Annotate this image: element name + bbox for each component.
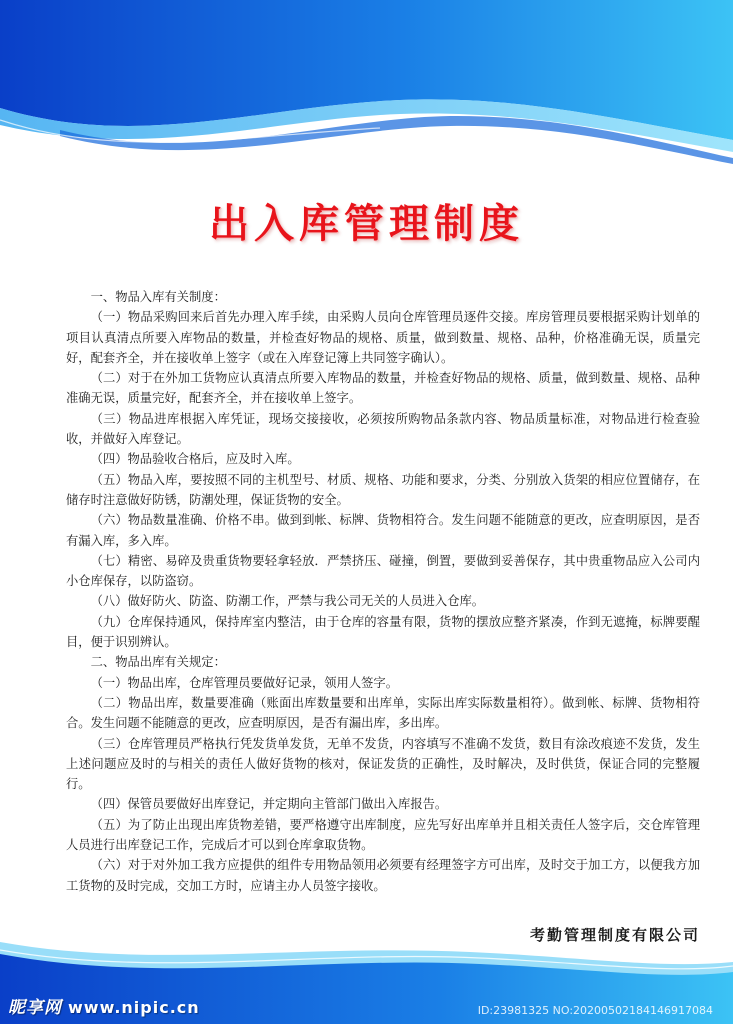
paragraph: （三）物品进库根据入库凭证，现场交接接收，必须按所购物品条款内容、物品质量标准，对物品进行检查验收，并做好入库登记。	[66, 411, 700, 447]
paragraph: （六）对于对外加工我方应提供的组件专用物品领用必须要有经理签字方可出库，及时交于加工方，以便我方加工货物的及时完成，交加工方时，应请主办人员签字接收。	[66, 858, 700, 893]
company-name: 考勤管理制度有限公司	[529, 926, 700, 944]
paragraph: （二）物品出库，数量要准确（账面出库数量要和出库单，实际出库实际数量相符）。做到帐、标牌、货物相符合。发生问题不能随意的更改，应查明原因，是否有漏出库，多出库。	[66, 695, 700, 731]
watermark-logo	[8, 993, 200, 1018]
paragraph: （九）仓库保持通风，保持库室内整洁，由于仓库的容量有限，货物的摆放应整齐紧凑，作到无遮掩，标牌要醒目，便于识别辨认。	[66, 614, 700, 650]
section-heading-inbound: 一、物品入库有关制度：	[90, 290, 226, 304]
paragraph: （三）仓库管理员严格执行凭发货单发货，无单不发货，内容填写不准确不发货，数目有涂改痕迹不发货，发生上述问题应及时的与相关的责任人做好货物的核对，保证发货的正确性，及时解决，及时供货，保证合同的完整履行。	[66, 736, 700, 792]
paragraph: （六）物品数量准确、价格不串。做到到帐、标牌、货物相符合。发生问题不能随意的更改，应查明原因，是否有漏入库，多入库。	[66, 513, 700, 548]
watermark-site: www.nipic.cn	[68, 998, 200, 1017]
page-title: 出入库管理制度	[209, 201, 524, 247]
watermark-image-id: ID:23981325 NO:20200502184146917084	[477, 1004, 713, 1017]
paragraph: （四）保管员要做好出库登记，并定期向主管部门做出入库报告。	[90, 797, 448, 812]
paragraph: （七）精密、易碎及贵重货物要轻拿轻放．严禁挤压、碰撞，倒置，要做到妥善保存，其中贵重物品应入公司内小仓库保存，以防盗窃。	[66, 553, 700, 589]
paragraph: （五）为了防止出现出库货物差错，要严格遵守出库制度，应先写好出库单并且相关责任人签字后，交仓库管理人员进行出库登记工作，完成后才可以到仓库拿取货物。	[66, 817, 700, 853]
header-wave-banner	[0, 0, 733, 175]
paragraph: （四）物品验收合格后，应及时入库。	[90, 452, 300, 467]
paragraph: （五）物品入库，要按照不同的主机型号、材质、规格、功能和要求，分类、分别放入货架的相应位置储存，在储存时注意做好防锈，防潮处理，保证货物的安全。	[66, 472, 700, 507]
paragraph: （一）物品采购回来后首先办理入库手续，由采购人员向仓库管理员逐件交接。库房管理员要根据采购计划单的项目认真清点所要入库物品的数量，并检查好物品的规格、质量，做到数量、规格、品种，价格准确无误，质量完好，配套齐全，并在接收单上签字（或在入库登记簿上共同签字确认）。	[66, 310, 700, 365]
regulation-body	[66, 287, 700, 896]
paragraph: （二）对于在外加工货物应认真清点所要入库物品的数量，并检查好物品的规格、质量，做到数量、规格、品种准确无误，质量完好，配套齐全，并在接收单上签字。	[66, 371, 700, 406]
watermark-logo-text: 昵享网	[8, 998, 62, 1018]
section-heading-outbound: 二、物品出库有关规定：	[90, 655, 226, 670]
paragraph: （一）物品出库，仓库管理员要做好记录，领用人签字。	[90, 675, 399, 690]
paragraph: （八）做好防火、防盗、防潮工作，严禁与我公司无关的人员进入仓库。	[90, 594, 485, 609]
